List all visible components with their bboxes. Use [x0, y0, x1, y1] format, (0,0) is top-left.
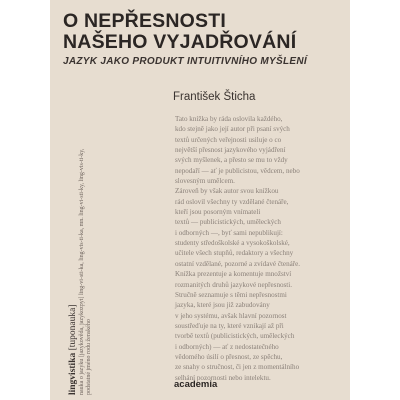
- vertical-dictionary-entry: [68, 149, 93, 395]
- author-name: František Šticha: [173, 91, 256, 103]
- blurb-line: ze snahy o stručnost, či jen z momentálního: [175, 363, 300, 372]
- blurb-line: ostatní vzdělané, pozorné a zvídavé čtenáře.: [175, 259, 301, 268]
- blurb-line: Tato knížka by ráda oslovila každého,: [175, 115, 283, 123]
- series-heading: [68, 149, 79, 395]
- blurb-line: soustřeďuje na ty, které vznikají až při: [175, 321, 284, 330]
- blurb-line: Stručně seznamuje s těmi nepřesnostmi: [175, 290, 287, 299]
- title-line-2: NAŠEHO VYJADŘOVÁNÍ: [63, 31, 297, 53]
- blurb-line: v jeho systému, avšak hlavní pozornost: [175, 311, 287, 320]
- blurb-line: rozmanitých druhů jazykové nepřesnosti.: [175, 280, 293, 289]
- blurb-line: studenty středoškolské a vysokoškolské,: [175, 239, 290, 248]
- series-definition-line: nauka o jazyku [jazykověda, jazykozpyt] ling-vi-sti-ka, ling-vis-ti-ka, mn. ling-vi-sti-ky, ling-vis-ti-ky,: [79, 148, 85, 395]
- blurb-line: selhání pozornosti nebo intelektu.: [175, 373, 271, 382]
- title-line-1: O NEPŘESNOSTI: [63, 10, 226, 32]
- series-note: [tuponauka]: [68, 304, 78, 351]
- book-title: [63, 11, 296, 53]
- blurb-line: nepodaří — ať je publicistou, vědcem, nebo: [175, 166, 300, 175]
- blurb-text: [175, 114, 345, 383]
- blurb-line: tvorbě textů (publicistických, uměleckých: [175, 332, 295, 341]
- blurb-line: textů — publicistických, uměleckých: [175, 218, 281, 227]
- blurb-line: vědomého úsilí o přesnost, ze spěchu,: [175, 352, 283, 361]
- book-subtitle: JAZYK JAKO PRODUKT INTUITIVNÍHO MYŠLENÍ: [63, 56, 307, 67]
- blurb-line: učitele všech stupňů, redaktory a všechny: [175, 249, 294, 258]
- blurb-line: textů určených veřejnosti usiluje o co: [175, 135, 282, 144]
- series-name: lingvistika: [68, 352, 78, 395]
- blurb-line: svých myšlenek, a přesto se mu to vždy: [175, 156, 288, 165]
- blurb-line: rád oslovil všechny ty vzdělané čtenáře,: [175, 197, 289, 206]
- blurb-line: největší přesnost jazykového vyjádření: [175, 146, 286, 155]
- blurb-line: Zároveň by však autor svou knížkou: [175, 187, 279, 196]
- blurb-line: jazyka, které jsou již zabudovány: [175, 301, 270, 310]
- blurb-line: kteří jsou posorným vnímateli: [175, 208, 261, 217]
- publisher-logo: academia: [174, 379, 218, 390]
- blurb-line: kdo stejně jako její autor při psaní svých: [175, 125, 290, 134]
- blurb-line: i odborných) — ať z nedostatečného: [175, 342, 279, 351]
- blurb-line: i odborných —, byť sami nepublikují:: [175, 228, 283, 237]
- series-definition-line: podstatné jméno rodu ženského: [86, 319, 93, 395]
- blurb-line: slovesným umělcem.: [175, 177, 235, 186]
- blurb-line: Knížka prezentuje a komentuje množství: [175, 270, 292, 279]
- book-cover: [50, 0, 350, 400]
